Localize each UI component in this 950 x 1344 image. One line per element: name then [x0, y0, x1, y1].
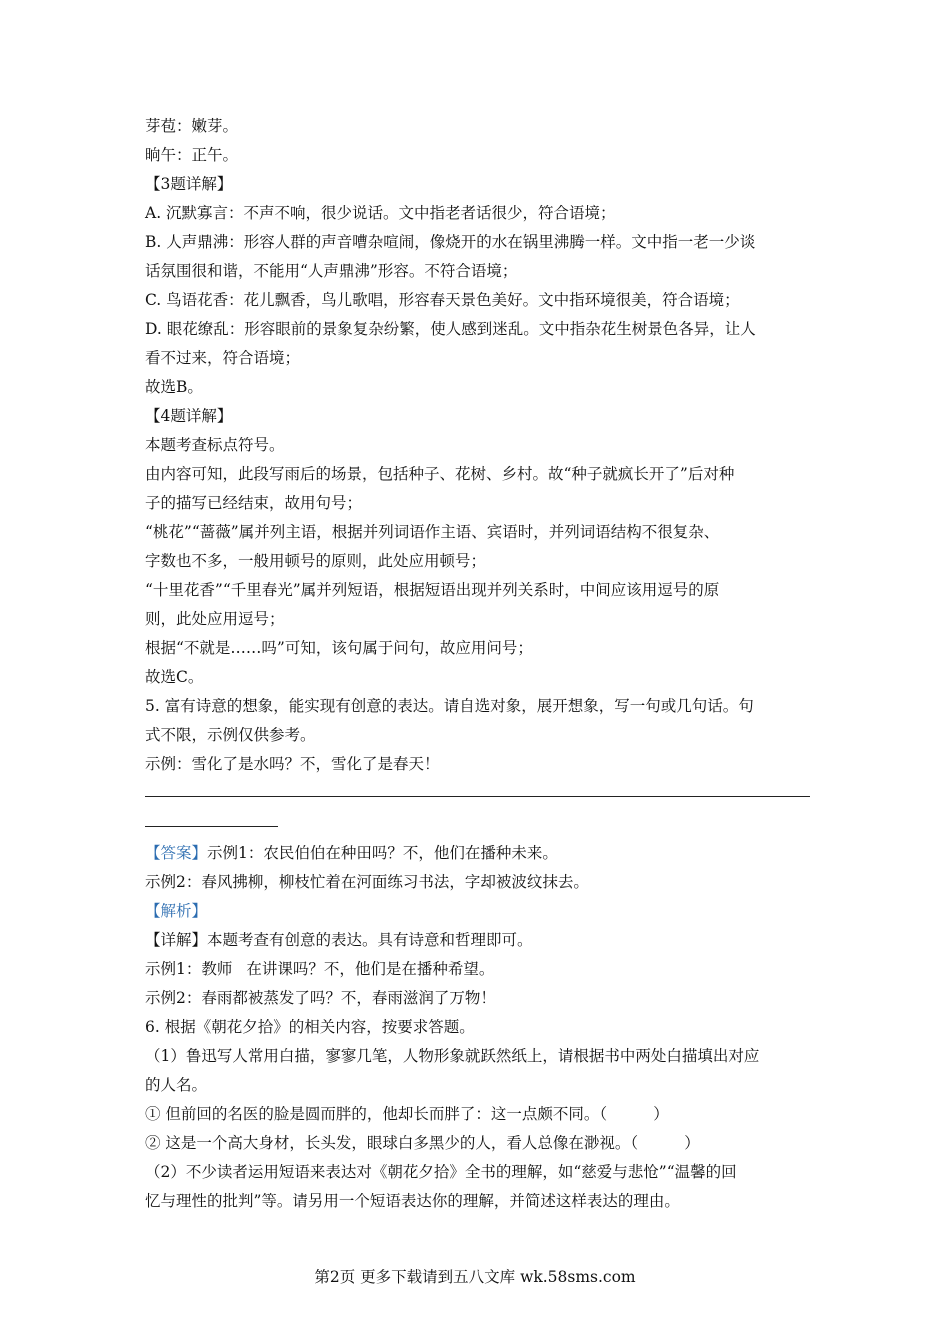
item1-paren-close: ）: [653, 1105, 669, 1123]
text-line: 字数也不多，一般用顿号的原则，此处应用顿号；: [145, 552, 487, 570]
section-header-q3: 【3题详解】: [145, 175, 233, 193]
question-6-item1: [145, 1100, 810, 1129]
answer-tag: 【答案】: [145, 844, 208, 862]
question-6-item2: [145, 1129, 810, 1158]
section-header-q4: 【4题详解】: [145, 407, 233, 425]
text-line: 由内容可知，此段写雨后的场景，包括种子、花树、乡村。故“种子就疯长开了”后对种: [145, 465, 735, 483]
text-line: 则，此处应用逗号；: [145, 610, 285, 628]
question-6: 6. 根据《朝花夕拾》的相关内容，按要求答题。: [145, 1018, 475, 1036]
analysis-tag: 【解析】: [145, 902, 208, 920]
answer-line-short: [145, 809, 278, 827]
option-b: B. 人声鼎沸：形容人群的声音嘈杂喧闹，像烧开的水在锅里沸腾一样。文中指一老一少谈: [145, 233, 756, 251]
example-1-start: 示例1：教师: [145, 960, 233, 978]
option-d-cont: 看不过来，符合语境；: [145, 349, 301, 367]
question-6-part2-cont: 忆与理性的批判”等。请另用一个短语表达你的理解，并简述这样表达的理由。: [145, 1192, 680, 1210]
example-1-end: 在讲课吗？不，他们是在播种希望。: [246, 960, 495, 978]
text-line: “桃花”“蔷薇”属并列主语，根据并列词语作主语、宾语时，并列词语结构不很复杂、: [145, 523, 720, 541]
question-5-cont: 式不限，示例仅供参考。: [145, 726, 316, 744]
question-5: 5. 富有诗意的想象，能实现有创意的表达。请自选对象，展开想象，写一句或几句话。句: [145, 697, 754, 715]
answer-text: 示例1：农民伯伯在种田吗？不，他们在播种未来。: [207, 844, 558, 862]
item1-text: ① 但前回的名医的脸是圆而胖的，他却长而胖了：这一点颇不同。（: [145, 1105, 608, 1123]
page-content: [145, 112, 810, 1216]
text-line: “十里花香”“千里春光”属并列短语，根据短语出现并列关系时，中间应该用逗号的原: [145, 581, 720, 599]
text-line: 本题考查标点符号。: [145, 436, 285, 454]
item2-text: ② 这是一个高大身材，长头发，眼球白多黑少的人，看人总像在渺视。（: [145, 1134, 639, 1152]
item2-paren-close: ）: [684, 1134, 700, 1152]
text-line: 晌午：正午。: [145, 146, 239, 164]
answer-line-1: [145, 839, 810, 868]
option-c: C. 鸟语花香：花儿飘香，鸟儿歌唱，形容春天景色美好。文中指环境很美，符合语境；: [145, 291, 740, 309]
answer-line-2: 示例2：春风拂柳，柳枝忙着在河面练习书法，字却被波纹抹去。: [145, 873, 589, 891]
q4-choice: 故选C。: [145, 668, 204, 686]
option-b-cont: 话氛围很和谐，不能用“人声鼎沸”形容。不符合语境；: [145, 262, 518, 280]
text-line: 芽苞：嫩芽。: [145, 117, 239, 135]
option-d: D. 眼花缭乱：形容眼前的景象复杂纷繁，使人感到迷乱。文中指杂花生树景色各异，让人: [145, 320, 756, 338]
question-5-example: 示例：雪化了是水吗？不，雪化了是春天！: [145, 755, 440, 773]
detail-line: 【详解】本题考查有创意的表达。具有诗意和哲理即可。: [145, 931, 533, 949]
answer-line: [145, 779, 810, 797]
question-6-part1-cont: 的人名。: [145, 1076, 208, 1094]
page-footer: 第2页 更多下载请到五八文库 wk.58sms.com: [314, 1268, 636, 1286]
question-6-part2: （2）不少读者运用短语来表达对《朝花夕拾》全书的理解，如“慈爱与悲怆”“温馨的回: [145, 1163, 737, 1181]
q3-choice: 故选B。: [145, 378, 203, 396]
example-2: 示例2：春雨都被蒸发了吗？不，春雨滋润了万物！: [145, 989, 496, 1007]
option-a: A. 沉默寡言：不声不响，很少说话。文中指老者话很少，符合语境；: [145, 204, 616, 222]
example-1: [145, 955, 810, 984]
text-line: 根据“不就是……吗”可知，该句属于问句，故应用问号；: [145, 639, 533, 657]
question-6-part1: （1）鲁迅写人常用白描，寥寥几笔，人物形象就跃然纸上，请根据书中两处白描填出对应: [145, 1047, 760, 1065]
text-line: 子的描写已经结束，故用句号；: [145, 494, 363, 512]
